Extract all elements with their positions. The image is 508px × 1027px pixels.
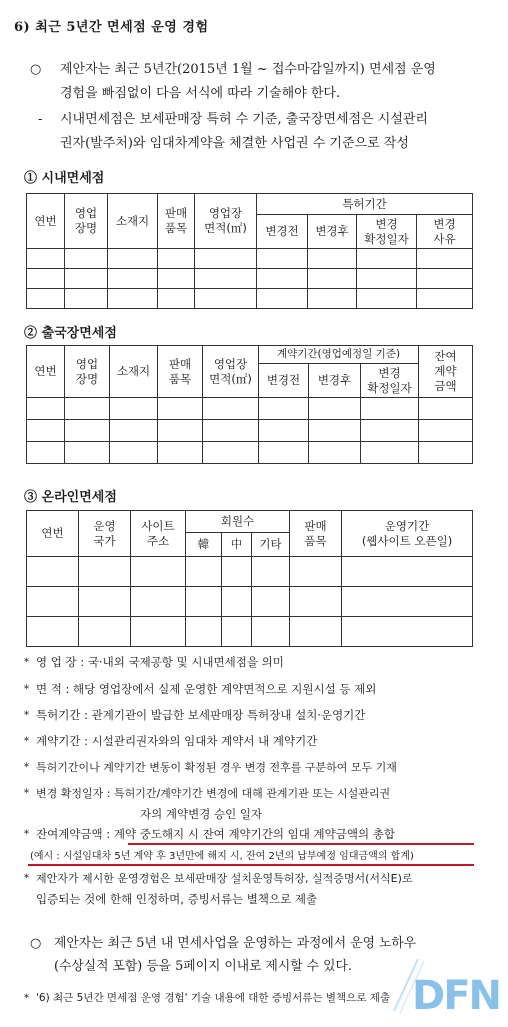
downtown-duty-free-table	[26, 193, 473, 309]
table-row	[27, 269, 473, 289]
table-row	[27, 557, 473, 587]
col-location: 소재지	[110, 346, 158, 398]
col-confirm-date: 변경 확정일자	[357, 215, 417, 249]
col-before: 변경전	[259, 364, 309, 398]
col-remaining-amount: 잔여 계약 금액	[419, 346, 473, 398]
note-example: (예시 : 시설임대차 5년 계약 후 3년만에 해지 시, 잔여 2년의 납부예정 임대금액의 합계)	[30, 851, 414, 862]
table-row	[27, 420, 473, 442]
intro-sub-2: 권자(발주처)와 임대차계약을 체결한 사업권 수 기준으로 작성	[60, 136, 409, 151]
col-china: 中	[222, 533, 252, 557]
note-marker: *	[24, 684, 29, 695]
section-heading: 6) 최근 5년간 면세점 운영 경험	[14, 20, 209, 35]
col-store-name: 영업 장명	[65, 194, 108, 249]
col-group-contract-period: 계약기간(영업예정일 기준)	[259, 346, 419, 364]
col-items: 판매 품목	[158, 194, 195, 249]
col-items: 판매 품목	[158, 346, 203, 398]
intro-sub-1: 시내면세점은 보세판매장 특허 수 기준, 출국장면세점은 시설관리	[60, 112, 428, 127]
departure-duty-free-table	[26, 345, 473, 464]
col-items: 판매 품목	[290, 511, 342, 557]
dfn-logo-icon	[390, 953, 502, 1017]
table3-title: ③ 온라인면세점	[24, 490, 117, 505]
col-after: 변경후	[308, 215, 357, 249]
col-yeonbeon: 연번	[27, 194, 65, 249]
note-marker: *	[24, 657, 29, 668]
table-row	[27, 587, 473, 617]
col-area: 영업장 면적(㎡)	[195, 194, 257, 249]
note-marker: *	[24, 788, 29, 799]
col-store-name: 영업 장명	[65, 346, 110, 398]
table-row	[27, 249, 473, 269]
col-after: 변경후	[309, 364, 361, 398]
col-korea: 韓	[186, 533, 222, 557]
col-yeonbeon: 연번	[27, 511, 79, 557]
col-group-patent-period: 특허기간	[257, 194, 473, 215]
col-confirm-date: 변경 확정일자	[361, 364, 419, 398]
note-confirm-date-cont: 자의 계약변경 승인 일자	[140, 807, 263, 821]
note-area: 면 적 : 해당 영업장에서 실제 운영한 계약면적으로 지원시설 등 제외	[36, 682, 377, 696]
footnote: '6) 최근 5년간 면세점 운영 경험' 기술 내용에 대한 증빙서류는 별책으로 제출	[36, 992, 391, 1004]
logo-text: DFN	[412, 973, 501, 1017]
col-area: 영업장 면적(㎡)	[203, 346, 259, 398]
note-evidence-cont: 입증되는 것에 한해 인정하며, 증빙서류는 별책으로 제출	[36, 892, 318, 906]
col-other: 기타	[252, 533, 290, 557]
note-period-change: 특허기간이나 계약기간 변동이 확정된 경우 변경 전후를 구분하여 모두 기재	[36, 761, 397, 774]
closing-marker: ○	[30, 936, 42, 951]
intro-marker: ○	[30, 62, 42, 77]
col-group-members: 회원수	[186, 511, 290, 533]
table2-title: ② 출국장면세점	[24, 326, 117, 341]
note-marker: *	[24, 762, 29, 773]
note-venue: 영 업 장 : 국·내외 국제공항 및 시내면세점을 의미	[36, 655, 284, 669]
col-operation-period: 운영기간 (웹사이트 오픈일)	[342, 511, 473, 557]
note-marker: *	[24, 736, 29, 747]
col-site-address: 사이트 주소	[131, 511, 186, 557]
table-row	[27, 442, 473, 464]
table-row	[27, 398, 473, 420]
red-underline	[28, 864, 474, 866]
table1-title: ① 시내면세점	[24, 171, 105, 186]
red-underline	[128, 843, 474, 845]
closing-line-1: 제안자는 최근 5년 내 면세사업을 운영하는 과정에서 운영 노하우	[54, 936, 417, 951]
closing-line-2: (수상실적 포함) 등을 5페이지 이내로 제시할 수 있다.	[54, 959, 352, 974]
note-marker: *	[24, 710, 29, 721]
col-country: 운영 국가	[79, 511, 131, 557]
col-location: 소재지	[108, 194, 158, 249]
note-evidence: 제안자가 제시한 운영경험은 보세판매장 설치운영특허장, 실적증명서(서식E)로	[36, 872, 413, 885]
table-row	[27, 289, 473, 309]
col-reason: 변경 사유	[417, 215, 473, 249]
table-row	[27, 617, 473, 647]
online-duty-free-table	[26, 510, 473, 647]
intro-line-1: 제안자는 최근 5년간(2015년 1월 ~ 접수마감일까지) 면세점 운영	[60, 62, 436, 77]
col-before: 변경전	[257, 215, 308, 249]
footnote-marker: *	[24, 993, 29, 1004]
note-patent-period: 특허기간 : 관계기관이 발급한 보세판매장 특허장내 설치·운영기간	[36, 708, 366, 722]
note-marker: *	[24, 829, 29, 840]
note-contract-period: 계약기간 : 시설관리권자와의 임대차 계약서 내 계약기간	[36, 734, 318, 748]
col-yeonbeon: 연번	[27, 346, 65, 398]
note-remaining-amount: 잔여계약금액 : 계약 중도해지 시 잔여 계약기간의 임대 계약금액의 총합	[36, 827, 395, 841]
note-confirm-date: 변경 확정일자 : 특허기간/계약기간 변경에 대해 관계기관 또는 시설관리권	[36, 787, 391, 800]
note-marker: *	[24, 873, 29, 884]
intro-line-2: 경험을 빠짐없이 다음 서식에 따라 기술해야 한다.	[60, 86, 341, 101]
intro-dash: -	[38, 112, 43, 127]
